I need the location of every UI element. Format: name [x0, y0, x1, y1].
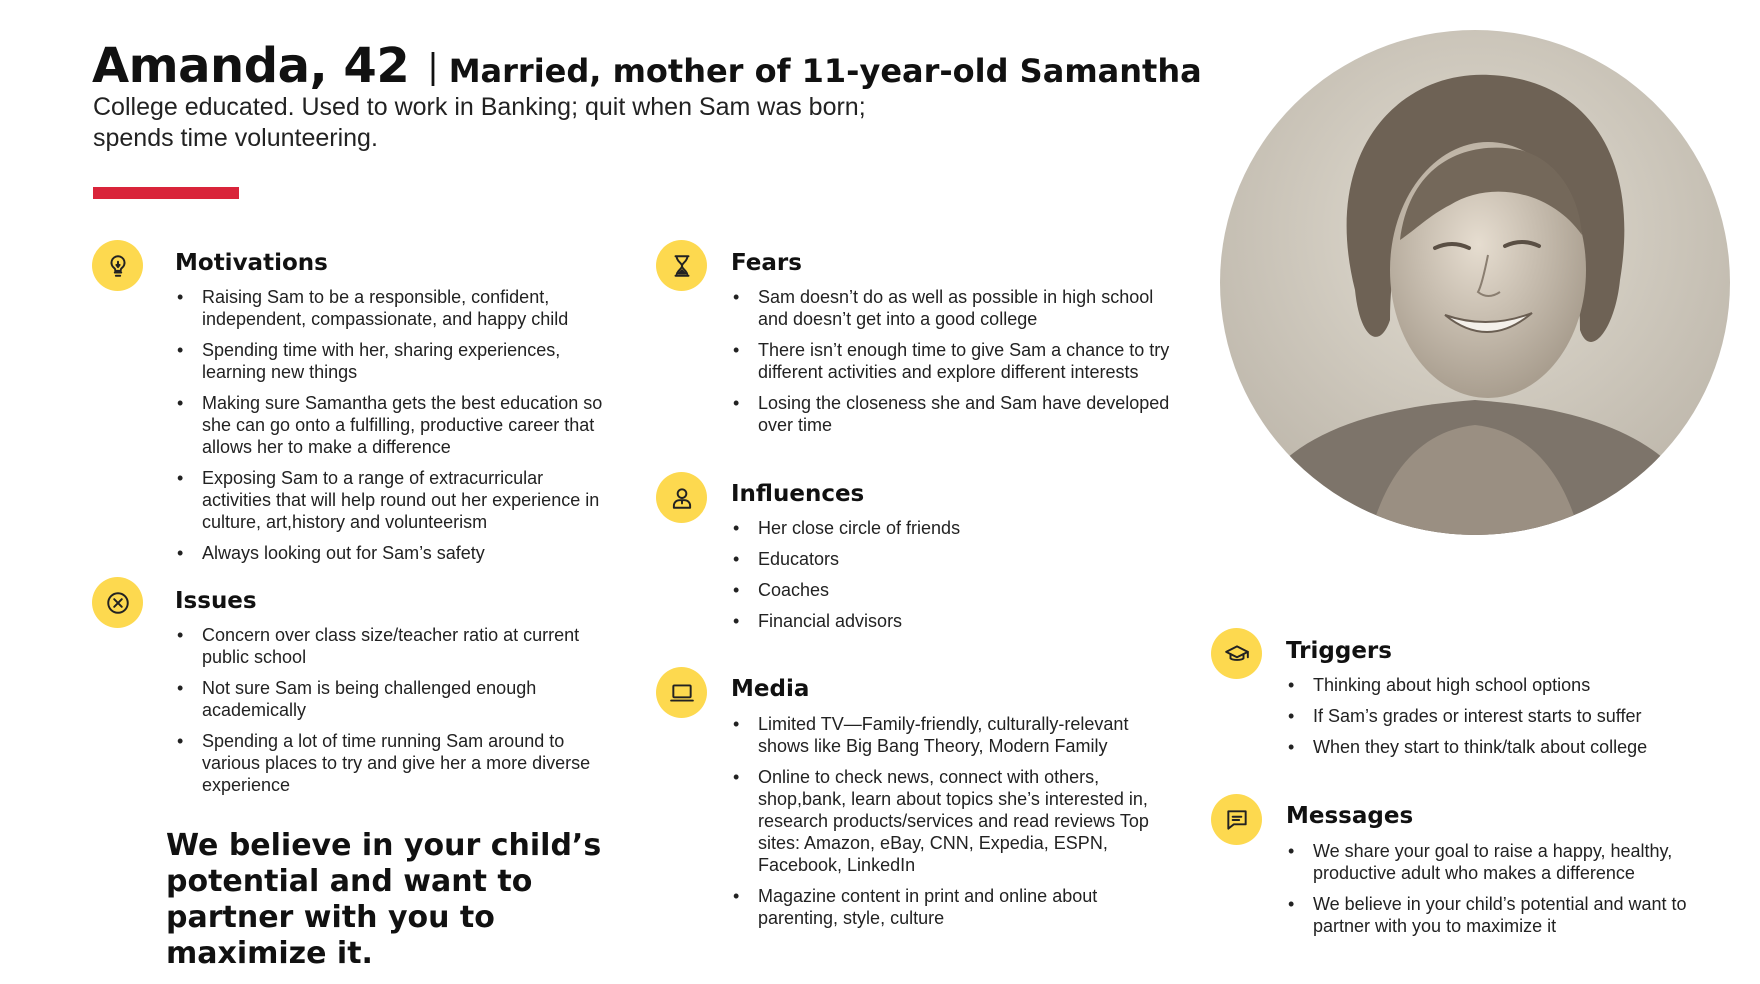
list-item: • Coaches — [731, 579, 1171, 601]
list-item: • Educators — [731, 548, 1171, 570]
title-separator: | — [427, 47, 439, 87]
fears-list — [731, 286, 1171, 445]
list-item: • We believe in your child’s potential and want to partner with you to maximize it — [1286, 893, 1731, 937]
influences-title: Influences — [731, 481, 865, 507]
chat-bubble-icon — [1211, 794, 1262, 845]
triggers-list — [1286, 674, 1726, 767]
fears-title: Fears — [731, 250, 802, 276]
motivations-list — [175, 286, 615, 573]
triggers-title: Triggers — [1286, 638, 1392, 664]
list-item: • Online to check news, connect with others, shop,bank, learn about topics she’s interested in, research products/services and read reviews Top sites: Amazon, eBay, CNN, Expedia, ESPN, Facebook, LinkedIn — [731, 766, 1171, 876]
list-item: • Concern over class size/teacher ratio at current public school — [175, 624, 615, 668]
list-item: • When they start to think/talk about college — [1286, 736, 1726, 758]
circle-x-icon — [92, 577, 143, 628]
persona-intro — [93, 92, 973, 154]
list-item: • Financial advisors — [731, 610, 1171, 632]
list-item: • Not sure Sam is being challenged enough academically — [175, 677, 615, 721]
laptop-icon — [656, 667, 707, 718]
persona-subtitle: Married, mother of 11-year-old Samantha — [448, 52, 1202, 90]
lightbulb-icon — [92, 240, 143, 291]
list-item: • Spending time with her, sharing experiences, learning new things — [175, 339, 615, 383]
persona-portrait-image — [1220, 30, 1730, 535]
messages-list — [1286, 840, 1731, 946]
list-item: • There isn’t enough time to give Sam a chance to try different activities and explore different interests — [731, 339, 1171, 383]
list-item: • Spending a lot of time running Sam around to various places to try and give her a more diverse experience — [175, 730, 615, 796]
list-item: • Raising Sam to be a responsible, confident, independent, compassionate, and happy child — [175, 286, 615, 330]
person-icon — [656, 472, 707, 523]
influences-list — [731, 517, 1171, 641]
list-item: • Limited TV—Family-friendly, culturally-relevant shows like Big Bang Theory, Modern Family — [731, 713, 1171, 757]
messages-title: Messages — [1286, 803, 1414, 829]
list-item: • Making sure Samantha gets the best education so she can go onto a fulfilling, productive career that allows her to make a difference — [175, 392, 615, 458]
list-item: • Exposing Sam to a range of extracurricular activities that will help round out her experience in culture, art,history and volunteerism — [175, 467, 615, 533]
persona-photo — [1220, 30, 1730, 535]
list-item: • Thinking about high school options — [1286, 674, 1726, 696]
intro-line-1: College educated. Used to work in Banking; quit when Sam was born; — [93, 93, 866, 121]
list-item: • Losing the closeness she and Sam have developed over time — [731, 392, 1171, 436]
persona-title — [92, 38, 1202, 94]
list-item: • Always looking out for Sam’s safety — [175, 542, 615, 564]
list-item: • We share your goal to raise a happy, healthy, productive adult who makes a difference — [1286, 840, 1731, 884]
media-title: Media — [731, 676, 810, 702]
hourglass-icon — [656, 240, 707, 291]
motivations-title: Motivations — [175, 250, 328, 276]
list-item: • Magazine content in print and online about parenting, style, culture — [731, 885, 1171, 929]
belief-statement: We believe in your child’s potential and want to partner with you to maximize it. — [166, 828, 602, 971]
issues-list — [175, 624, 615, 805]
persona-name: Amanda, 42 — [92, 38, 410, 94]
issues-title: Issues — [175, 588, 257, 614]
graduation-cap-icon — [1211, 628, 1262, 679]
media-list — [731, 713, 1171, 938]
list-item: • Sam doesn’t do as well as possible in high school and doesn’t get into a good college — [731, 286, 1171, 330]
intro-line-2: spends time volunteering. — [93, 124, 378, 152]
list-item: • If Sam’s grades or interest starts to suffer — [1286, 705, 1726, 727]
accent-bar — [93, 187, 239, 199]
list-item: • Her close circle of friends — [731, 517, 1171, 539]
